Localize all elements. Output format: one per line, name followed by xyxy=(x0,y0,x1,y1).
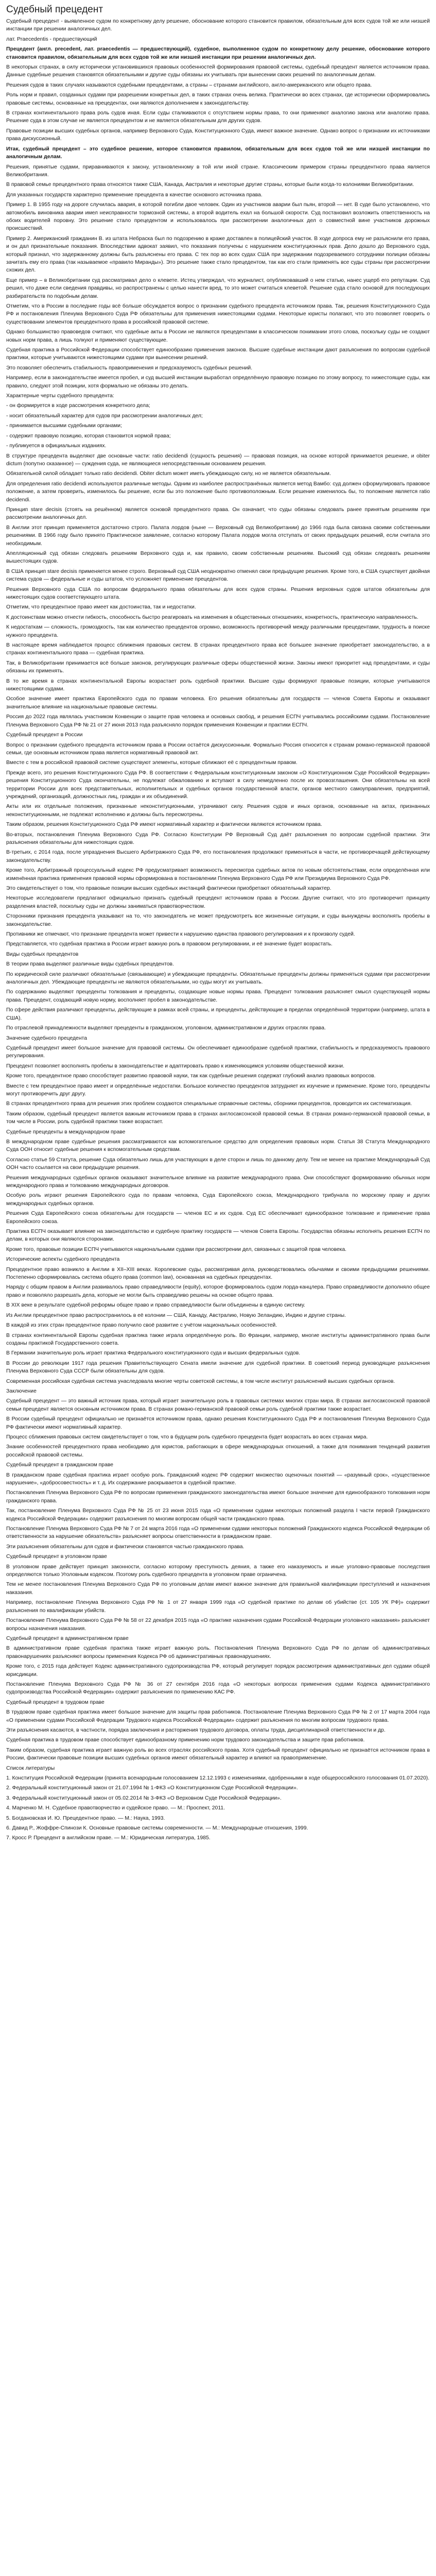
paragraph: Однако большинство правоведов считают, что судебные акты в России не являются прецедентами в классическом понимании этого слова, поскольку суды не создают новых норм права, а лишь толкуют и применяют существующие. xyxy=(6,329,430,343)
paragraph: Значение судебного прецедента xyxy=(6,1035,87,1041)
paragraph: Современная российская судебная система унаследовала многие черты советской системы, в том числе институт разъяснений высших судебных органов. xyxy=(6,1378,395,1384)
paragraph: В Англии этот принцип применяется достаточно строго. Палата лордов (ныне — Верховный суд Великобритании) до 1966 года была связана своими собственными решениями. В 1966 году было принято Практическое заявление, согласно которому Палата лордов могла отступать от своих предыдущих решений, если считала это необходимым. xyxy=(6,524,430,547)
paragraph: Судебный прецедент в уголовном праве xyxy=(6,1554,107,1560)
paragraph: Еще пример – в Великобритании суд рассматривал дело о клевете. Истец утверждал, что журналист, опубликовавший о нем статью, нанес ущерб его репутации. Суд решил, что даже если сведения правдивы, но распространены с целью нанести вред, то это может считаться клеветой. Решение суда стало основой для последующих разбирательств по подобным делам. xyxy=(6,277,430,299)
paragraph: Обязательной силой обладает только ratio decidendi. Obiter dictum может иметь убеждающую силу, но не является обязательным. xyxy=(6,471,331,477)
paragraph: Кроме того, Арбитражный процессуальный кодекс РФ предусматривает возможность пересмотра судебных актов по новым обстоятельствам, если определённая или изменённая практика применения правовой нормы сформирована в постановлении Пленума Верховного Суда РФ или Президиума Верховного Суда РФ. xyxy=(6,868,430,882)
paragraph: Кроме того, прецедентное право способствует развитию правовой науки, так как судебные решения содержат глубокий анализ правовых вопросов. xyxy=(6,1073,376,1079)
paragraph: Судебные прецеденты в международном праве xyxy=(6,1129,126,1135)
paragraph: В-третьих, с 2014 года, после упразднения Высшего Арбитражного Суда РФ, его постановления продолжают применяться в части, не противоречащей действующему законодательству. xyxy=(6,850,430,863)
paragraph: В теории права выделяют различные виды судебных прецедентов. xyxy=(6,961,174,968)
paragraph: Наряду с общим правом в Англии развивалось право справедливости (equity), которое формировалось судом лорда-канцлера. Право справедливости дополняло общее право и позволяло разрешать дела, которые не могли быть справедливо решены на основе общего права. xyxy=(6,1284,430,1298)
paragraph: По отраслевой принадлежности выделяют прецеденты в гражданском, уголовном, административном и других отраслях права. xyxy=(6,1025,326,1031)
paragraph: Некоторые исследователи предлагают официально признать судебный прецедент источником права в России. Другие считают, что это противоречит принципу разделения властей, поскольку суды не должны заниматься правотворчеством. xyxy=(6,895,430,909)
paragraph: Так, в Великобритании принимается всё больше законов, регулирующих различные сферы общественной жизни. Законы имеют приоритет над прецедентами, и суды обязаны их применять. xyxy=(6,660,430,674)
paragraph: Это свидетельствует о том, что правовые позиции высших судебных инстанций фактически приобретают обязательный характер. xyxy=(6,886,332,891)
paragraph: Отметим, что прецедентное право имеет как достоинства, так и недостатки. xyxy=(6,604,196,611)
paragraph: Сторонники признания прецедента указывают на то, что законодатель не может предусмотреть все жизненные ситуации, и суды вынуждены восполнять пробелы в законодательстве. xyxy=(6,913,430,927)
paragraph: В Германии значительную роль играет практика Федерального конституционного суда и высших федеральных судов. xyxy=(6,1350,301,1357)
paragraph: Во-вторых, постановления Пленума Верховного Суда РФ. Согласно Конституции РФ Верховный Суд даёт разъяснения по вопросам судебной практики. Эти разъяснения обязательны для нижестоящих судов. xyxy=(6,832,430,845)
paragraph: В структуре прецедента выделяют две основные части: ratio decidendi (сущность решения) — правовая позиция, на основе которой принимается решение, и obiter dictum (попутно сказанное) — суждения суда, не являющиеся непосредственным основанием решения. xyxy=(6,453,430,467)
paragraph: - он формируется в ходе рассмотрения конкретного дела; xyxy=(6,403,150,409)
paragraph: Согласно статье 59 Статута, решение Суда обязательно лишь для участвующих в деле сторон и лишь по данному делу. Тем не менее на практике Международный Суд ООН часто ссылается на свои предыдущие решения. xyxy=(6,1157,430,1171)
paragraph: Судебный прецедент в трудовом праве xyxy=(6,1699,104,1705)
paragraph: В международном праве судебные решения рассматриваются как вспомогательное средство для определения правовых норм. Статья 38 Статута Международного Суда ООН относит судебные решения к вспомогательным средствам. xyxy=(6,1139,430,1153)
paragraph: Постановления Пленума Верховного Суда РФ по вопросам применения гражданского законодательства имеют большое значение для единообразного толкования норм гражданского права. xyxy=(6,1490,430,1504)
paragraph: Это позволяет обеспечить стабильность правоприменения и предсказуемость судебных решений. xyxy=(6,365,253,371)
paragraph: лат. Praecedentis - предшествующий xyxy=(6,36,97,42)
paragraph: Постановление Пленума Верховного Суда РФ № 58 от 22 декабря 2015 года «О практике назначения судами Российской Федерации уголовного наказания» разъясняет вопросы назначения наказания. xyxy=(6,1618,430,1632)
paragraph: Представляется, что судебная практика в России играет важную роль в правовом регулировании, и её значение будет возрастать. xyxy=(6,941,333,947)
paragraph: Вместе с тем прецедентное право имеет и определённые недостатки. Большое количество прецедентов затрудняет их изучение и применение. Кроме того, прецеденты могут противоречить друг другу. xyxy=(6,1083,430,1097)
paragraph: Решения судов в таких случаях называются судебными прецедентами, а страны – странами английского, англо-американского или общего права. xyxy=(6,82,372,88)
paragraph: - принимается высшими судебными органами; xyxy=(6,423,122,429)
paragraph: Россия до 2022 года являлась участником Конвенции о защите прав человека и основных свобод, и решения ЕСПЧ учитывались российскими судами. Постановление Пленума Верховного Суда РФ № 21 от 27 июня 2013 года разъясняло порядок применения Конвенции и практики ЕСПЧ. xyxy=(6,714,430,728)
paragraph: 4. Марченко М. Н. Судебное правотворчество и судейское право. — М.: Проспект, 2011. xyxy=(6,1805,225,1811)
paragraph: Таким образом, судебный прецедент является важным источником права в странах англосаксонской правовой семьи. В странах романо-германской правовой семьи, в том числе в России, роль судебной практики также возрастает. xyxy=(6,1111,430,1125)
paragraph: - носит обязательный характер для судов при рассмотрении аналогичных дел; xyxy=(6,413,203,419)
paragraph: Решения Суда Европейского союза обязательны для государств — членов ЕС и их судов. Суд ЕС обеспечивает единообразное толкование и применение права Европейского союза. xyxy=(6,1211,430,1225)
paragraph: Для определения ratio decidendi используются различные методы. Одним из наиболее распространённых является метод Вамбо: суд должен сформулировать правовое положение, а затем проверить, изменилось бы решение, если бы это положение было противоположным. Если решение изменилось бы, то положение является ratio decidendi. xyxy=(6,481,430,503)
paragraph: Кроме того, с 2015 года действует Кодекс административного судопроизводства РФ, который регулирует порядок рассмотрения административных дел судами общей юрисдикции. xyxy=(6,1664,430,1677)
paragraph: В настоящее время наблюдается процесс сближения правовых систем. В странах прецедентного права всё большее значение приобретает законодательство, а в странах континентального права — судебная практика. xyxy=(6,642,430,656)
paragraph: Роль норм и правил, созданных судами при разрешении конкретных дел, в таких странах очень велика. Практически во всех странах, где исторически сформировались правовые системы, основанные на прецедентах, они являются дополнением к законодательству. xyxy=(6,92,430,106)
paragraph: Прецедентное право возникло в Англии в XII–XIII веках. Королевские суды, рассматривая дела, руководствовались обычаями и своими предыдущими решениями. Постепенно сформировалась система общего права (common law), основанная на судебных прецедентах. xyxy=(6,1266,430,1281)
paragraph: Судебный прецедент в административном праве xyxy=(6,1635,129,1641)
paragraph: Пример 2. Американский гражданин В. из штата Небраска был по подозрению в краже доставлен в полицейский участок. В ходе допроса ему не разъяснили его права, и он дал признательные показания. Впоследствии адвокат заявил, что показания получены с нарушением конституционных прав. Дело дошло до Верховного суда, который признал, что задержанному должны быть разъяснены его права. С тех пор во всех судах США при задержании подозреваемого сотрудники полиции обязаны зачитать ему его права (так называемое «правило Миранды»). Это решение также стало прецедентом, так как его стали применять все суды страны при рассмотрении схожих дел. xyxy=(6,235,430,274)
paragraph: Тем не менее постановления Пленума Верховного Суда РФ по уголовным делам имеют важное значение для правильной квалификации преступлений и назначения наказания. xyxy=(6,1582,430,1596)
paragraph: Итак, судебный прецедент – это судебное решение, которое становится правилом, обязательным для всех судов той же или низшей инстанции по аналогичным делам. xyxy=(6,146,430,160)
paragraph: Характерные черты судебного прецедента: xyxy=(6,393,114,399)
paragraph: Таким образом, решения Конституционного Суда РФ имеют нормативный характер и фактически являются источником права. xyxy=(6,822,322,828)
paragraph: В административном праве судебная практика также играет важную роль. Постановления Пленума Верховного Суда РФ по делам об административных правонарушениях разъясняют вопросы применения Кодекса РФ об административных правонарушениях. xyxy=(6,1646,430,1659)
document-body xyxy=(6,18,430,1842)
paragraph: По сфере действия различают прецеденты, действующие в рамках всей страны, и прецеденты, действующие в пределах определённой территории (например, штата в США). xyxy=(6,1007,430,1021)
paragraph: К недостаткам — сложность, громоздкость, так как количество прецедентов огромно, возможность противоречий между различными прецедентами, трудность в поиске нужного прецедента. xyxy=(6,624,430,638)
paragraph: Процесс сближения правовых систем свидетельствует о том, что в будущем роль судебного прецедента будет возрастать во всех странах мира. xyxy=(6,1434,368,1440)
paragraph: 2. Федеральный конституционный закон от 21.07.1994 № 1-ФКЗ «О Конституционном Суде Российской Федерации». xyxy=(6,1785,298,1791)
paragraph: Знание особенностей прецедентного права необходимо для юристов, работающих в сфере международных отношений, а также для понимания тенденций развития российской правовой системы. xyxy=(6,1444,430,1458)
paragraph: Судебный прецедент - выявленное судом по конкретному делу решение, обоснование которого становится правилом, обязательным для всех судов той же или низшей инстанции при решении аналогичных дел. xyxy=(6,19,430,32)
paragraph: В трудовом праве судебная практика имеет большое значение для защиты прав работников. Постановление Пленума Верховного Суда РФ № 2 от 17 марта 2004 года «О применении судами Российской Федерации Трудового кодекса Российской Федерации» содержит разъяснения по многим вопросам трудового права. xyxy=(6,1709,430,1723)
paragraph: Прежде всего, это решения Конституционного Суда РФ. В соответствии с Федеральным конституционным законом «О Конституционном Суде Российской Федерации» решения Конституционного Суда окончательны, не подлежат обжалованию и вступают в силу немедленно после их провозглашения. Они обязательны на всей территории России для всех представительных, исполнительных и судебных органов государственной власти, органов местного самоуправления, предприятий, учреждений, организаций, должностных лиц, граждан и их объединений. xyxy=(6,770,430,800)
paragraph: 7. Кросс Р. Прецедент в английском праве. — М.: Юридическая литература, 1985. xyxy=(6,1835,211,1841)
paragraph: Судебный прецедент имеет большое значение для правовой системы. Он обеспечивает единообразие судебной практики, стабильность и предсказуемость правового регулирования. xyxy=(6,1045,430,1059)
paragraph: Акты или их отдельные положения, признанные неконституционными, утрачивают силу. Решения судов и иных органов, основанные на актах, признанных неконституционными, не подлежат исполнению и должны быть пересмотрены. xyxy=(6,804,430,818)
paragraph: 3. Федеральный конституционный закон от 05.02.2014 № 3-ФКЗ «О Верховном Суде Российской Федерации». xyxy=(6,1795,282,1801)
paragraph: Решения Верховного суда США по вопросам федерального права обязательны для всех судов страны. Решения верховных судов штатов обязательны для нижестоящих судов соответствующего штата. xyxy=(6,586,430,600)
paragraph: Решения, принятые судами, приравниваются к закону, установленному в той или иной стране. Классическим примером страны прецедентного права является Великобритания. xyxy=(6,164,430,178)
paragraph: Пример 1. В 1955 году на дороге случилась авария, в которой погибли двое человек. Один из участников аварии был пьян, второй — нет. В суде было установлено, что автомобиль виновника аварии имел неисправности тормозной системы, а второй водитель ехал на большой скорости. Суд постановил возложить ответственность на обоих водителей поровну. Это решение стало прецедентом и использовалось при рассмотрении аналогичных дел о совместной вине участников дорожных происшествий. xyxy=(6,202,430,232)
paragraph: Заключение xyxy=(6,1388,37,1394)
paragraph: Прецедент позволяет восполнять пробелы в законодательстве и адаптировать право к изменяющимся условиям общественной жизни. xyxy=(6,1063,344,1069)
paragraph: Судебный прецедент в России xyxy=(6,732,83,738)
paragraph: Решения международных судебных органов оказывают значительное влияние на развитие международного права. Они способствуют формированию обычных норм международного права и толкованию международных договоров. xyxy=(6,1175,430,1189)
paragraph: Кроме того, правовые позиции ЕСПЧ учитываются национальными судами при рассмотрении дел, связанных с защитой прав человека. xyxy=(6,1246,347,1252)
paragraph: В правовой семье прецедентного права относятся также США, Канада, Австралия и некоторые другие страны, которые были когда-то колониями Великобритании. xyxy=(6,182,414,188)
paragraph: Особое значение имеет практика Европейского суда по правам человека. Его решения обязательны для государств — членов Совета Европы и оказывают значительное влияние на национальные правовые системы. xyxy=(6,696,430,710)
paragraph: По содержанию выделяют прецеденты толкования и прецеденты, создающие новые нормы права. Прецедент толкования разъясняет смысл существующей нормы права. Прецедент, создающий новую норму, восполняет пробел в законодательстве. xyxy=(6,989,430,1003)
paragraph: - содержит правовую позицию, которая становится нормой права; xyxy=(6,433,171,439)
paragraph: В странах прецедентного права для решения этих проблем создаются специальные справочные системы, сборники прецедентов, проводится их систематизация. xyxy=(6,1101,412,1107)
paragraph: В странах континентального права роль судов иная. Если суды сталкиваются с отсутствием нормы права, то они применяют аналогию закона или аналогию права. Решение суда в этом случае не является прецедентом и не является обязательным для других судов. xyxy=(6,110,430,124)
paragraph: Судебный прецедент — это важный источник права, который играет значительную роль в правовых системах многих стран мира. В странах англосаксонской правовой семьи прецедент является основным источником права. В странах романо-германской правовой семьи роль судебной практики также возрастает. xyxy=(6,1398,430,1412)
paragraph: К достоинствам можно отнести гибкость, способность быстро реагировать на изменения в общественных отношениях, конкретность, практическую направленность. xyxy=(6,614,418,620)
paragraph: Апелляционный суд обязан следовать решениям Верховного суда и, как правило, своим собственным решениям. Высокий суд обязан следовать решениям вышестоящих судов. xyxy=(6,550,430,565)
paragraph: В каждой из этих стран прецедентное право получило своё развитие с учётом национальных особенностей. xyxy=(6,1323,277,1329)
paragraph: Правовые позиции высших судебных органов, например Верховного Суда, Конституционного Суда, имеют важное значение. Однако вопрос о признании их источниками права дискуссионный. xyxy=(6,128,430,142)
paragraph: Судебный прецедент в гражданском праве xyxy=(6,1462,114,1468)
paragraph: Из Англии прецедентное право распространилось в её колонии — США, Канаду, Австралию, Новую Зеландию, Индию и другие страны. xyxy=(6,1312,346,1318)
paragraph: Отметим, что в России в последние годы всё больше обсуждается вопрос о признании судебного прецедента источником права. Так, решения Конституционного Суда РФ и постановления Пленума Верховного Суда РФ обязательны для применения нижестоящими судами. Некоторые юристы полагают, что это позволяет говорить о существовании элементов прецедентного права в российской правовой системе. xyxy=(6,303,430,325)
paragraph: По юридической силе различают обязательные (связывающие) и убеждающие прецеденты. Обязательные прецеденты должны применяться судами при рассмотрении аналогичных дел. Убеждающие прецеденты не являются обязательными, но суды могут их учитывать. xyxy=(6,971,430,986)
paragraph: Судебная практика в трудовом праве способствует единообразному применению норм трудового законодательства и защите прав работников. xyxy=(6,1737,365,1743)
paragraph: В уголовном праве действует принцип законности, согласно которому преступность деяния, а также его наказуемость и иные уголовно-правовые последствия определяются только Уголовным кодексом. Поэтому роль судебного прецедента в уголовном праве ограничена. xyxy=(6,1564,430,1578)
paragraph: В странах континентальной Европы судебная практика также играла определённую роль. Во Франции, например, многие институты административного права были созданы практикой Государственного совета. xyxy=(6,1332,430,1346)
paragraph: 1. Конституция Российской Федерации (принята всенародным голосованием 12.12.1993 с изменениями, одобренными в ходе общероссийского голосования 01.07.2020). xyxy=(6,1775,430,1781)
paragraph: В то же время в странах континентальной Европы возрастает роль судебной практики. Высшие суды формируют правовые позиции, которые учитываются нижестоящими судами. xyxy=(6,678,430,692)
paragraph: Эти разъяснения касаются, в частности, порядка заключения и расторжения трудового договора, оплаты труда, дисциплинарной ответственности и др. xyxy=(6,1727,386,1733)
paragraph: Например, если в законодательстве имеется пробел, и суд высшей инстанции выработал определённую правовую позицию по этому вопросу, то нижестоящие суды, как правило, следуют этой позиции, хотя формально не обязаны это делать. xyxy=(6,375,430,389)
paragraph: Особую роль играют решения Европейского суда по правам человека, Суда Европейского союза, Международного трибунала по морскому праву и других международных судебных органов. xyxy=(6,1193,430,1207)
paragraph: Исторические аспекты судебного прецедента xyxy=(6,1257,120,1263)
paragraph: Вместе с тем в российской правовой системе существуют элементы, которые сближают её с прецедентным правом. xyxy=(6,760,298,766)
paragraph: Постановление Пленума Верховного Суда РФ № 7 от 24 марта 2016 года «О применении судами некоторых положений Гражданского кодекса Российской Федерации об ответственности за нарушение обязательств» разъясняет вопросы ответственности в гражданском праве. xyxy=(6,1526,430,1540)
paragraph: Таким образом, судебная практика играет важную роль во всех отраслях российского права. Хотя судебный прецедент официально не признаётся источником права в России, фактически правовые позиции высших судебных органов имеют обязательный характер и влияют на правоприменение. xyxy=(6,1747,430,1761)
paragraph: Противники же отмечают, что признание прецедента может привести к нарушению единства правового регулирования и к произволу судей. xyxy=(6,931,355,938)
paragraph: Постановление Пленума Верховного Суда РФ № 36 от 27 сентября 2016 года «О некоторых вопросах применения судами Кодекса административного судопроизводства Российской Федерации» содержит разъяснения по применению КАС РФ. xyxy=(6,1681,430,1696)
paragraph: В гражданском праве судебная практика играет особую роль. Гражданский кодекс РФ содержит множество оценочных понятий — «разумный срок», «существенное нарушение», «добросовестность» и т. д. Их содержание раскрывается в судебной практике. xyxy=(6,1472,430,1486)
paragraph: В России судебный прецедент официально не признаётся источником права, однако решения Конституционного Суда РФ и постановления Пленума Верховного Суда РФ фактически имеют нормативный характер. xyxy=(6,1416,430,1430)
paragraph: Вопрос о признании судебного прецедента источником права в России остаётся дискуссионным. Формально Россия относится к странам романо-германской правовой семьи, где основным источником права является нормативный правовой акт. xyxy=(6,742,430,756)
paragraph: В США принцип stare decisis применяется менее строго. Верховный суд США неоднократно отменял свои предыдущие решения. Кроме того, в США существует двойная система судов — федеральные и суды штатов, что усложняет применение прецедентов. xyxy=(6,568,430,583)
paragraph: Прецедент (англ. precedent, лат. praecedentis — предшествующий), судебное, выполненное судом по конкретному делу решение, обоснование которого становится правилом, обязательным для всех судов той же или низшей инстанции при решении аналогичных дел. xyxy=(6,46,430,60)
paragraph: - публикуется в официальных изданиях. xyxy=(6,443,107,449)
paragraph: Эти разъяснения обязательны для судов и фактически становятся частью гражданского права. xyxy=(6,1544,245,1550)
paragraph: Список литературы xyxy=(6,1765,55,1771)
paragraph: В некоторых странах, в силу исторически установившихся правовых особенностей формирования правовой системы, судебный прецедент является источником права. Данные судебные решения становятся обязательными и другие суды обязаны их учитывать при вынесении своих решений по аналогичным делам. xyxy=(6,64,430,78)
paragraph: Для указанных государств характерно применение прецедента в качестве основного источника права. xyxy=(6,192,263,198)
paragraph: Виды судебных прецедентов xyxy=(6,951,79,957)
page-title: Судебный прецедент xyxy=(6,4,103,15)
paragraph: Принцип stare decisis (стоять на решённом) является основой прецедентного права. Он означает, что суды обязаны следовать ранее принятым решениям при рассмотрении аналогичных дел. xyxy=(6,506,430,521)
paragraph: Так, постановление Пленума Верховного Суда РФ № 25 от 23 июня 2015 года «О применении судами некоторых положений раздела I части первой Гражданского кодекса Российской Федерации» содержит разъяснения по многим вопросам общей части гражданского права. xyxy=(6,1508,430,1522)
paragraph: Судебная практика в Российской Федерации способствует единообразию применения законов. Высшие судебные инстанции дают разъяснения по вопросам судебной практики, которые учитываются нижестоящими судами при вынесении решений. xyxy=(6,347,430,361)
paragraph: Практика ЕСПЧ оказывает влияние на законодательство и судебную практику государств — членов Совета Европы. Государства обязаны исполнять решения ЕСПЧ по делам, в которых они являются сторонами. xyxy=(6,1229,430,1243)
paragraph: 5. Богдановская И. Ю. Прецедентное право. — М.: Наука, 1993. xyxy=(6,1815,165,1821)
paragraph: Например, постановление Пленума Верховного Суда РФ № 1 от 27 января 1999 года «О судебной практике по делам об убийстве (ст. 105 УК РФ)» содержит разъяснения по квалификации убийств. xyxy=(6,1600,430,1614)
paragraph: 6. Давид Р., Жоффре-Спинози К. Основные правовые системы современности. — М.: Международные отношения, 1999. xyxy=(6,1825,308,1832)
paragraph: В России до революции 1917 года решения Правительствующего Сената имели значение для судебной практики. В советский период руководящие разъяснения Пленума Верховного Суда СССР были обязательны для судов. xyxy=(6,1360,430,1375)
paragraph: В XIX веке в результате судебной реформы общее право и право справедливости были объединены в единую систему. xyxy=(6,1302,305,1309)
